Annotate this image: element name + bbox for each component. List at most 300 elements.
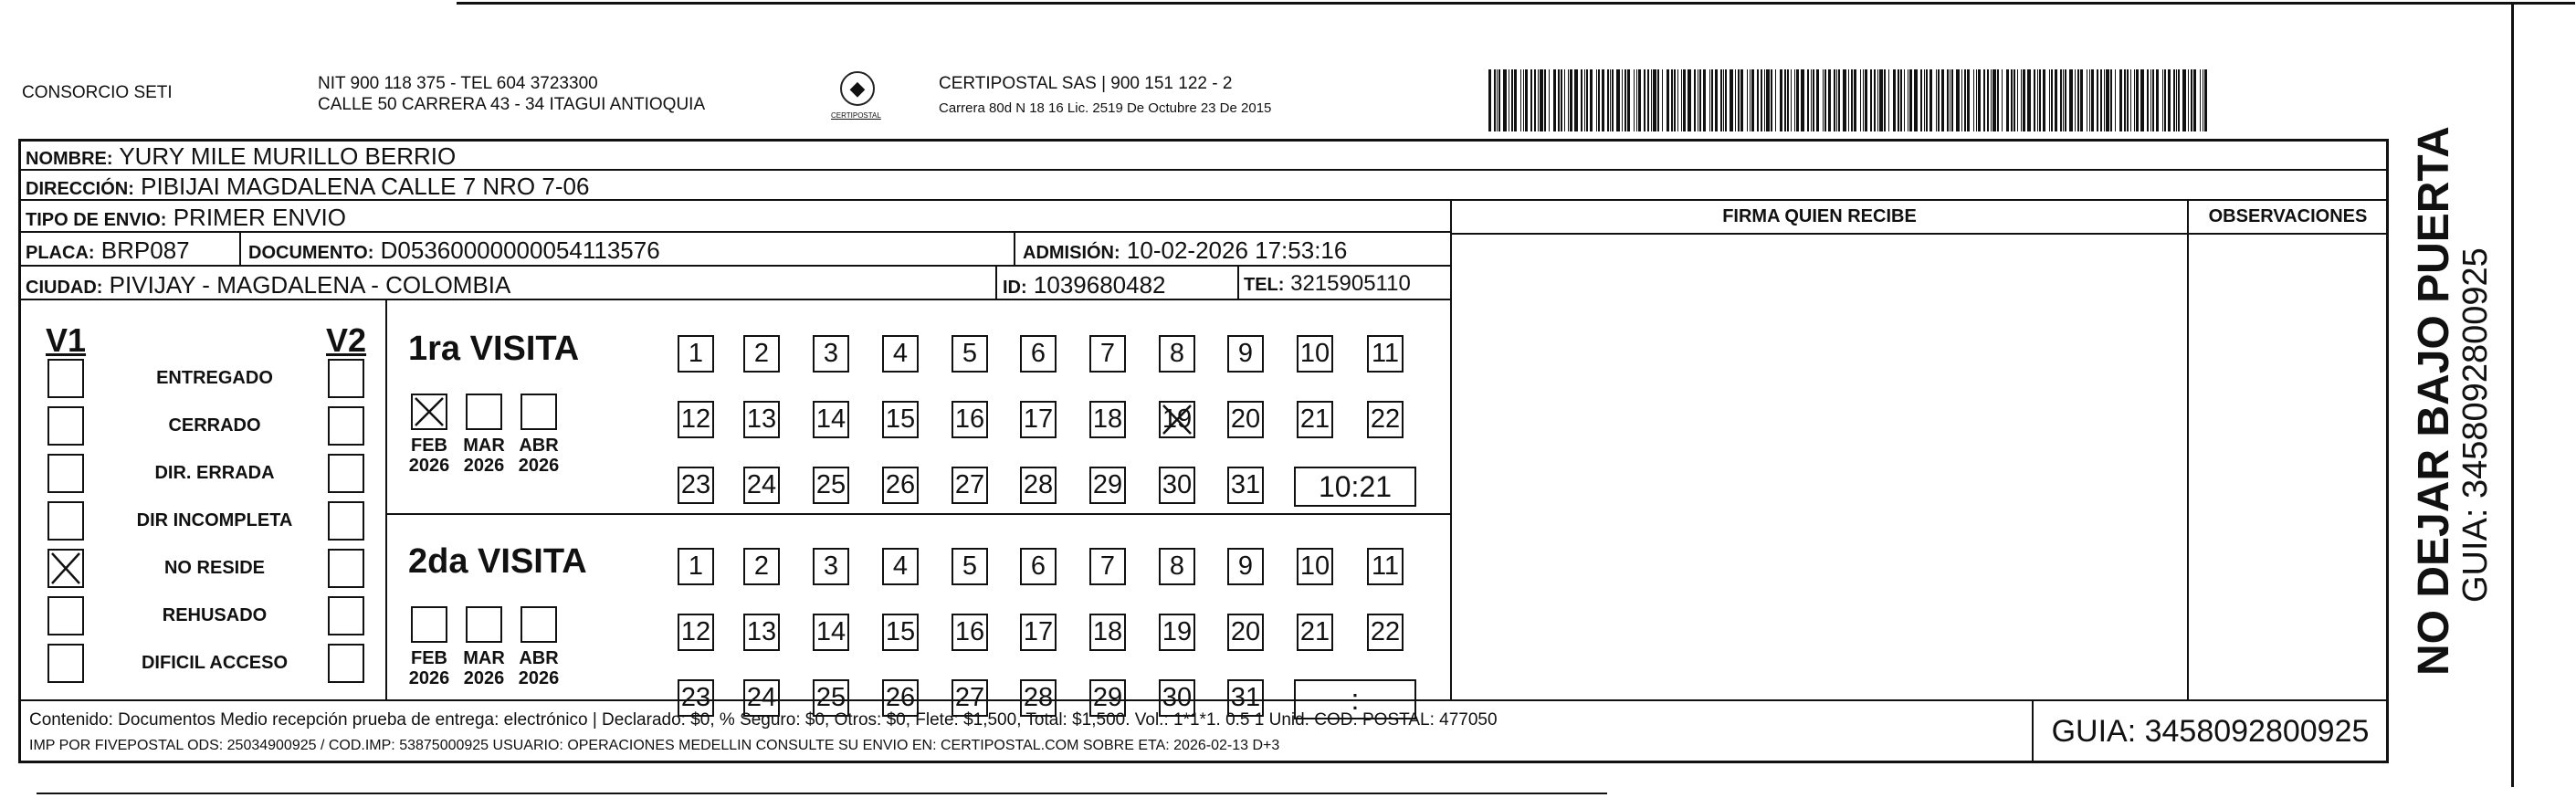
day-box-22[interactable]: 22 [1367,401,1404,438]
barcode-bar [1879,69,1883,131]
signature-area[interactable] [1452,235,2187,698]
day-box-12[interactable]: 12 [678,401,714,438]
address-line: CALLE 50 CARRERA 43 - 34 ITAGUI ANTIOQUIA [318,95,706,114]
barcode-bar [2060,69,2062,131]
v2-checkbox-5[interactable] [328,596,364,635]
barcode-bar [1514,69,1517,131]
day-box-2[interactable]: 2 [743,548,780,585]
ciudad-cell [26,271,510,299]
barcode-bar [1581,69,1582,131]
v1-header: V1 [46,321,87,359]
day-box-15[interactable]: 15 [882,614,919,651]
barcode-bar [1967,69,1970,131]
barcode-bar [1811,69,1812,131]
logo-caption: CERTIPOSTAL [831,111,881,120]
observations-area[interactable] [2189,235,2387,698]
barcode-bar [1586,69,1588,131]
barcode-bar [1801,69,1804,131]
v2-checkbox-0[interactable] [328,359,364,398]
barcode-bar [1651,69,1652,131]
placa-cell [26,236,190,265]
month-label [511,648,566,688]
barcode-bar [2168,69,2171,131]
barcode-bar [1865,69,1867,131]
month-year: 2026 [408,668,450,688]
barcode-bar [2130,69,2131,131]
barcode-bar [1735,69,1736,131]
tel-value: 3215905110 [1290,271,1411,296]
barcode-bar [1961,69,1962,131]
barcode-bar [1838,69,1840,131]
status-label: REHUSADO [162,605,268,625]
barcode-bar [2104,69,2105,131]
visit-title: 2da VISITA [408,542,587,581]
barcode-bar [2188,69,2189,131]
day-box-21[interactable]: 21 [1297,614,1333,651]
barcode-bar [1854,69,1856,131]
day-box-7[interactable]: 7 [1089,335,1126,373]
barcode-bar [1720,69,1722,131]
barcode-bar [1610,69,1611,131]
barcode-bar [2006,69,2009,131]
barcode-bar [1938,69,1940,131]
barcode-bar [2150,69,2151,131]
barcode-bar [2055,69,2057,131]
day-box-2[interactable]: 2 [743,335,780,373]
barcode-bar [1738,69,1740,131]
day-box-4[interactable]: 4 [882,335,919,373]
month-year: 2026 [518,456,560,476]
barcode-bar [2039,69,2041,131]
day-box-26[interactable]: 26 [882,467,919,504]
barcode-bar [2065,69,2066,131]
month-label [402,436,457,476]
visit-time-box[interactable]: 10:21 [1294,467,1416,507]
day-box-1[interactable]: 1 [678,335,714,373]
placa-label: PLACA: [26,243,95,263]
barcode-bar [2156,69,2159,131]
day-box-17[interactable]: 17 [1020,401,1057,438]
barcode-bar [1780,69,1782,131]
barcode-bar [1694,69,1696,131]
barcode-bar [2176,69,2177,131]
v2-checkbox-4[interactable] [328,549,364,588]
day-box-28[interactable]: 28 [1020,679,1057,717]
barcode-bar [1671,69,1673,131]
barcode-bar [2089,69,2090,131]
month-label [402,648,457,688]
barcode-bar [1715,69,1718,131]
barcode-bar [1677,69,1678,131]
barcode-bar [1828,69,1831,131]
month-name: ABR [519,436,559,456]
barcode-bar [2034,69,2035,131]
day-box-14[interactable]: 14 [813,614,849,651]
day-box-23[interactable]: 23 [678,467,714,504]
direccion-label: DIRECCIÓN: [26,179,134,199]
month-checkbox[interactable] [520,394,557,430]
barcode-bar [1898,69,1899,131]
barcode-bar [2178,69,2180,131]
day-box-25[interactable]: 25 [813,679,849,717]
day-box-10[interactable]: 10 [1297,548,1333,585]
top-edge-line [457,2,2575,5]
row-tipo [20,201,1450,233]
barcode-bar [1813,69,1814,131]
day-box-18[interactable]: 18 [1089,614,1126,651]
nombre-label: NOMBRE: [26,149,113,169]
barcode-bar [1607,69,1609,131]
documento-label: DOCUMENTO: [248,243,374,263]
status-divider [385,300,387,699]
day-box-17[interactable]: 17 [1020,614,1057,651]
v1-checkbox-0[interactable] [47,359,84,398]
day-box-10[interactable]: 10 [1297,335,1333,373]
day-box-3[interactable]: 3 [813,548,849,585]
day-box-1[interactable]: 1 [678,548,714,585]
certipostal-logo-icon: ◆ [840,71,875,106]
barcode-bar [2011,69,2013,131]
barcode-bar [1590,69,1593,131]
barcode-bar [1884,69,1886,131]
row-direccion [20,171,2387,201]
documento-value: D05360000000054113576 [380,236,660,264]
observaciones-label: OBSERVACIONES [2208,206,2368,226]
day-box-11[interactable]: 11 [1367,335,1404,373]
barcode-bar [1816,69,1819,131]
v1-checkbox-2[interactable] [47,454,84,493]
day-box-27[interactable]: 27 [952,467,988,504]
month-label [511,436,566,476]
barcode-bar [1525,69,1528,131]
barcode-bar [1947,69,1949,131]
day-box-21[interactable]: 21 [1297,401,1333,438]
barcode-bar [1549,69,1550,131]
day-box-13[interactable]: 13 [743,614,780,651]
barcode-bar [1787,69,1789,131]
barcode-bar [1796,69,1799,131]
month-year: 2026 [518,668,560,688]
day-box-19[interactable]: 19 [1159,401,1195,438]
status-label: CERRADO [168,415,261,436]
ciudad-label: CIUDAD: [26,278,103,298]
barcode-bar [1761,69,1762,131]
barcode-bar [2063,69,2064,131]
v1-checkbox-4[interactable] [47,549,84,588]
month-checkbox[interactable] [411,394,447,430]
day-box-20[interactable]: 20 [1227,401,1264,438]
visit-time-box[interactable]: : [1294,679,1416,719]
barcode-bar [2027,69,2031,131]
barcode-bar [1634,69,1635,131]
status-label: DIR INCOMPLETA [136,510,293,530]
barcode-bar [1688,69,1691,131]
admision-label: ADMISIÓN: [1023,243,1120,263]
day-box-20[interactable]: 20 [1227,614,1264,651]
barcode-bar [2002,69,2003,131]
month-checkbox[interactable] [411,606,447,643]
barcode-bar [1725,69,1727,131]
v1-checkbox-3[interactable] [47,501,84,541]
day-box-14[interactable]: 14 [813,401,849,438]
barcode-bar [1900,69,1902,131]
tel-cell [1244,271,1411,297]
barcode-bar [2106,69,2109,131]
barcode-bar [1764,69,1765,131]
barcode-bar [1647,69,1649,131]
divider [1014,233,1015,267]
barcode-bar [2069,69,2073,131]
day-box-6[interactable]: 6 [1020,548,1057,585]
row-nombre [20,141,2387,171]
barcode-bar [2147,69,2149,131]
divider [995,267,997,300]
x-mark-icon [1161,403,1193,436]
barcode-bar [1863,69,1864,131]
day-box-31[interactable]: 31 [1227,679,1264,717]
id-cell [1003,271,1166,299]
day-box-9[interactable]: 9 [1227,335,1264,373]
v2-checkbox-1[interactable] [328,406,364,446]
barcode-bar [2037,69,2038,131]
v2-checkbox-2[interactable] [328,454,364,493]
status-label: DIFICIL ACCESO [141,653,288,673]
month-checkbox[interactable] [466,394,502,430]
barcode-bar [2119,69,2122,131]
barcode-bar [1929,69,1932,131]
barcode-bar [2017,69,2018,131]
barcode-bar [1553,69,1556,131]
month-name: MAR [463,436,505,456]
day-box-16[interactable]: 16 [952,401,988,438]
day-box-6[interactable]: 6 [1020,335,1057,373]
barcode-bar [1991,69,1992,131]
barcode-bar [1511,69,1513,131]
barcode-bar [1636,69,1637,131]
admision-cell [1023,236,1347,265]
barcode-bar [2013,69,2015,131]
barcode-bar [2136,69,2139,131]
barcode-bar [2200,69,2201,131]
barcode-bar [1807,69,1809,131]
barcode-bar [1667,69,1669,131]
day-box-16[interactable]: 16 [952,614,988,651]
admision-value: 10-02-2026 17:53:16 [1126,236,1348,264]
barcode-bar [1951,69,1953,131]
barcode-bar [2191,69,2192,131]
tel-label: TEL: [1244,275,1285,295]
side-guia: GUIA: 3458092800925 [2456,247,2495,603]
status-label: NO RESIDE [163,558,266,578]
barcode-bar [2127,69,2129,131]
barcode-bar [1747,69,1748,131]
barcode-bar [2110,69,2112,131]
barcode-bar [1488,69,1491,131]
barcode-bar [1612,69,1614,131]
day-box-29[interactable]: 29 [1089,679,1126,717]
day-box-4[interactable]: 4 [882,548,919,585]
barcode-bar [1638,69,1641,131]
month-name: FEB [411,648,447,668]
day-box-31[interactable]: 31 [1227,467,1264,504]
day-box-12[interactable]: 12 [678,614,714,651]
barcode-bar [1574,69,1578,131]
barcode-bar [2173,69,2175,131]
barcode-bar [2140,69,2144,131]
barcode-bar [1904,69,1905,131]
day-box-29[interactable]: 29 [1089,467,1126,504]
barcode-bar [2051,69,2053,131]
direccion-value: PIBIJAI MAGDALENA CALLE 7 NRO 7-06 [141,173,590,200]
barcode-bar [1751,69,1754,131]
barcode-bar [1523,69,1524,131]
barcode-bar [1877,69,1878,131]
barcode-bar [1570,69,1572,131]
day-box-23[interactable]: 23 [678,679,714,717]
barcode-bar [1924,69,1925,131]
certipostal-line: CERTIPOSTAL SAS | 900 151 122 - 2 [939,74,1233,93]
day-box-8[interactable]: 8 [1159,335,1195,373]
barcode-bar [2097,69,2098,131]
day-box-15[interactable]: 15 [882,401,919,438]
day-box-19[interactable]: 19 [1159,614,1195,651]
barcode-bar [2152,69,2154,131]
barcode-bar [1794,69,1795,131]
day-box-25[interactable]: 25 [813,467,849,504]
side-warning: NO DEJAR BAJO PUERTA [2410,126,2458,676]
v1-checkbox-5[interactable] [47,596,84,635]
barcode-bar [1976,69,1977,131]
divider [1237,267,1239,300]
day-box-9[interactable]: 9 [1227,548,1264,585]
barcode-bar [2080,69,2083,131]
barcode-bar [2115,69,2116,131]
barcode-bar [1784,69,1786,131]
day-box-27[interactable]: 27 [952,679,988,717]
barcode-bar [1978,69,1981,131]
barcode-bar [1657,69,1659,131]
barcode-bar [1893,69,1896,131]
barcode-bar [1723,69,1724,131]
v1-checkbox-6[interactable] [47,644,84,683]
bottom-edge-line [37,793,1607,794]
barcode-bar [1823,69,1824,131]
barcode-bar [1561,69,1562,131]
barcode-bar [1596,69,1597,131]
barcode-bar [1520,69,1521,131]
day-box-24[interactable]: 24 [743,467,780,504]
day-box-3[interactable]: 3 [813,335,849,373]
nit-line: NIT 900 118 375 - TEL 604 3723300 [318,74,598,93]
barcode-bar [1681,69,1682,131]
ciudad-value: PIVIJAY - MAGDALENA - COLOMBIA [109,271,511,299]
day-box-5[interactable]: 5 [952,548,988,585]
company-name: CONSORCIO SETI [22,83,173,102]
barcode-bar [2077,69,2079,131]
month-checkbox[interactable] [466,606,502,643]
barcode-bar [1791,69,1792,131]
month-checkbox[interactable] [520,606,557,643]
documento-cell [248,236,660,265]
day-box-7[interactable]: 7 [1089,548,1126,585]
v1-checkbox-1[interactable] [47,406,84,446]
barcode-bar [1627,69,1630,131]
barcode-bar [1699,69,1701,131]
id-value: 1039680482 [1033,271,1166,299]
barcode-bar [1503,69,1507,131]
barcode-bar [1956,69,1960,131]
barcode-bar [2204,69,2207,131]
barcode-bar [1730,69,1733,131]
barcode-bar [1558,69,1560,131]
barcode-bar [1926,69,1928,131]
barcode-bar [1941,69,1944,131]
license-line: Carrera 80d N 18 16 Lic. 2519 De Octubre 23 De 2015 [939,100,1272,116]
barcode-bar [1983,69,1985,131]
barcode-bar [1624,69,1626,131]
day-box-30[interactable]: 30 [1159,679,1195,717]
month-label [457,648,511,688]
day-box-26[interactable]: 26 [882,679,919,717]
day-box-22[interactable]: 22 [1367,614,1404,651]
v2-header: V2 [326,321,367,359]
barcode-bar [1836,69,1837,131]
day-box-8[interactable]: 8 [1159,548,1195,585]
tipo-label: TIPO DE ENVIO: [26,210,167,230]
day-box-24[interactable]: 24 [743,679,780,717]
month-year: 2026 [463,668,505,688]
barcode-bar [1771,69,1772,131]
right-edge-line [2511,2,2514,787]
visit-divider [385,513,1450,515]
v2-checkbox-6[interactable] [328,644,364,683]
v2-checkbox-3[interactable] [328,501,364,541]
x-mark-icon [49,551,82,586]
barcode-bar [1709,69,1710,131]
barcode-bar [1530,69,1532,131]
barcode-bar [1544,69,1546,131]
barcode-bar [2043,69,2045,131]
barcode-bar [1534,69,1536,131]
day-box-13[interactable]: 13 [743,401,780,438]
barcode-bar [1964,69,1966,131]
day-box-11[interactable]: 11 [1367,548,1404,585]
barcode-bar [1848,69,1849,131]
barcode-bar [1538,69,1539,131]
barcode-bar [1909,69,1912,131]
barcode-bar [1834,69,1835,131]
barcode-bar [2023,69,2025,131]
barcode-bar [1874,69,1876,131]
month-year: 2026 [463,456,505,476]
month-name: ABR [519,648,559,668]
day-box-18[interactable]: 18 [1089,401,1126,438]
firma-label: FIRMA QUIEN RECIBE [1722,206,1917,226]
barcode-bar [1564,69,1565,131]
day-box-5[interactable]: 5 [952,335,988,373]
barcode-bar [1851,69,1853,131]
barcode-bar [1540,69,1543,131]
barcode-bar [1598,69,1600,131]
day-box-28[interactable]: 28 [1020,467,1057,504]
barcode-bar [1653,69,1656,131]
barcode-bar [1888,69,1889,131]
barcode-bar [1711,69,1713,131]
guia-number: GUIA: 3458092800925 [2032,701,2387,761]
barcode-bar [1824,69,1826,131]
barcode-bar [1662,69,1663,131]
day-box-30[interactable]: 30 [1159,467,1195,504]
